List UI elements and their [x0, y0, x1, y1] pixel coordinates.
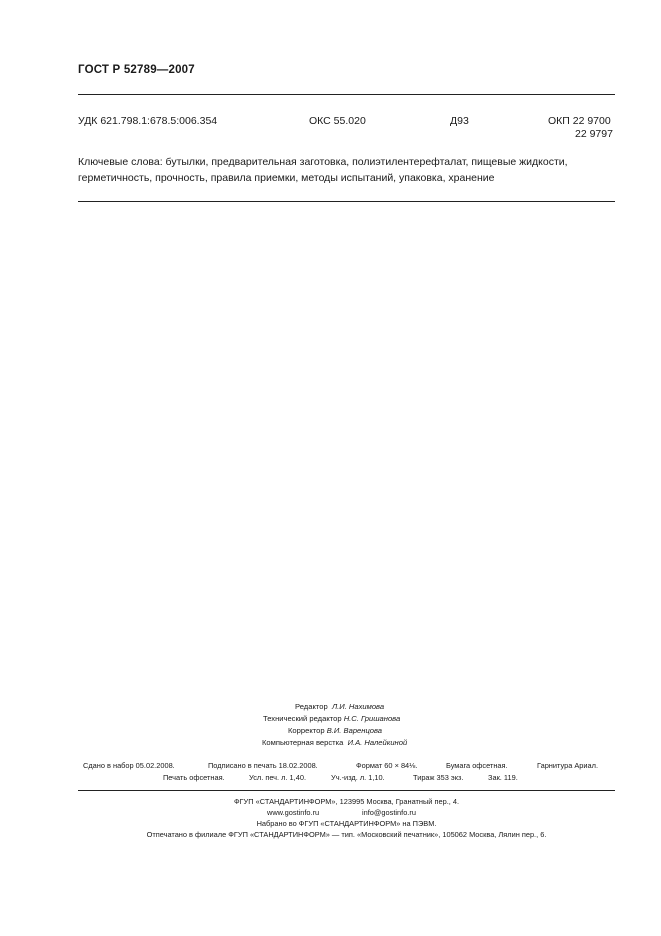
publisher-email: info@gostinfo.ru [362, 808, 416, 817]
header-rule [78, 94, 615, 95]
print-order: Зак. 119. [488, 773, 518, 782]
proofreader-role: Корректор [288, 726, 325, 735]
tech-editor-name: Н.С. Гришанова [343, 714, 401, 723]
publisher-address: ФГУП «СТАНДАРТИНФОРМ», 123995 Москва, Гранатный пер., 4. [233, 797, 460, 806]
print-font: Гарнитура Ариал. [537, 761, 599, 770]
print-format: Формат 60 × 84⅛. [356, 761, 418, 770]
standard-number: ГОСТ Р 52789—2007 [78, 64, 195, 76]
print-run: Тираж 353 экз. [413, 773, 464, 782]
layout-role: Компьютерная верстка [262, 738, 344, 747]
proofreader-name: В.И. Варенцова [326, 726, 383, 735]
keywords-line-1: Ключевые слова: бутылки, предварительная заготовка, полиэтилентерефталат, пищевые жидкости, [78, 156, 568, 168]
print-pub-sheets: Уч.-изд. л. 1,10. [331, 773, 385, 782]
print-method: Печать офсетная. [163, 773, 225, 782]
okp-code-2: 22 9797 [575, 128, 613, 140]
okp-code-1: ОКП 22 9700 [548, 115, 611, 127]
proofreader-line [288, 725, 382, 737]
print-paper: Бумага офсетная. [446, 761, 508, 770]
layout-line [262, 737, 407, 749]
print-typeset: Сдано в набор 05.02.2008. [83, 761, 175, 770]
tech-editor-role: Технический редактор [263, 714, 342, 723]
editor-line [295, 701, 384, 713]
publisher-web: www.gostinfo.ru [267, 808, 320, 817]
oks-code: ОКС 55.020 [309, 115, 366, 127]
editor-name: Л.И. Нахимова [331, 702, 385, 711]
print-signed: Подписано в печать 18.02.2008. [208, 761, 318, 770]
layout-name: И.А. Налейкиной [347, 738, 408, 747]
tech-editor-line [263, 713, 400, 725]
group-code: Д93 [450, 115, 469, 127]
footer-rule [78, 790, 615, 791]
keywords-rule [78, 201, 615, 202]
typeset-note: Набрано во ФГУП «СТАНДАРТИНФОРМ» на ПЭВМ. [256, 819, 437, 828]
print-sheets: Усл. печ. л. 1,40. [249, 773, 306, 782]
udk-code: УДК 621.798.1:678.5:006.354 [78, 115, 218, 127]
keywords-line-2: герметичность, прочность, правила приемки, методы испытаний, упаковка, хранение [78, 172, 495, 184]
printing-note: Отпечатано в филиале ФГУП «СТАНДАРТИНФОРМ» — тип. «Московский печатник», 105062 Москва, Лялин пер., 6. [146, 830, 547, 839]
editor-role: Редактор [295, 702, 328, 711]
